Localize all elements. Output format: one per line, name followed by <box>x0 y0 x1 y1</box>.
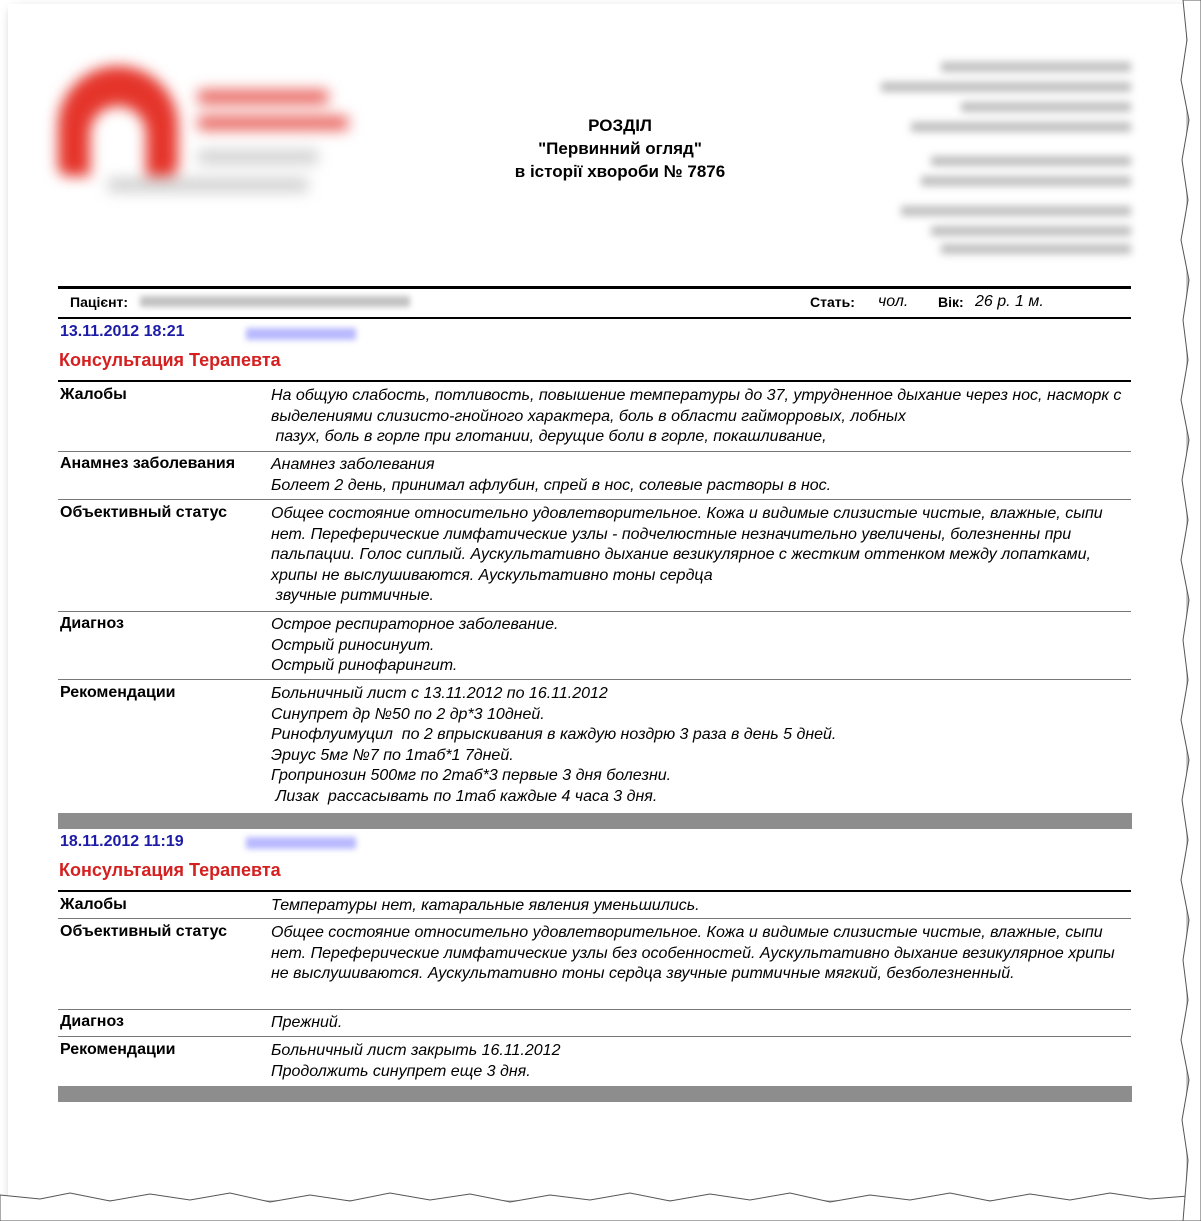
row-label: Объективный статус <box>60 504 228 521</box>
doctor-name-redacted <box>246 837 356 849</box>
row-value: Общее состояние относительно удовлетворительное. Кожа и видимые слизистые чистые, влажные, сыпи нет. Переферические лимфатические узлы без особенностей. Аускультативно дыхание везикулярное хрипы не выслушиваются. Аускультативно тоны сердца звучные ритмичные мягкий, безболезненный. <box>271 924 1120 982</box>
row-separator <box>58 499 1131 500</box>
title-case-number: в історії хвороби № 7876 <box>514 162 726 181</box>
row-separator <box>58 679 1131 680</box>
title-subsection: "Первинний огляд" <box>538 139 702 158</box>
row-label: Объективный статус <box>60 923 228 940</box>
row-label: Анамнез заболевания <box>60 455 236 472</box>
row-label: Жалобы <box>60 386 127 403</box>
row-label: Жалобы <box>60 896 127 913</box>
torn-edge-right <box>1171 0 1201 1221</box>
header-rule-bottom <box>58 317 1131 319</box>
patient-info <box>58 292 1131 316</box>
row-value: Анамнез заболевания Болеет 2 день, принимал афлубин, спрей в нос, солевые растворы в нос. <box>271 456 832 494</box>
visit-end-bar <box>58 1086 1132 1102</box>
row-value: На общую слабость, потливость, повышение температуры до 37, утрудненное дыхание через нос, насморк с выделениями слизисто-гнойного характера, боль в области гайморровых, лобных пазух, боль в горле при глотании, дерущие боли в горле, покашливание, <box>271 387 1122 445</box>
row-separator <box>58 918 1131 919</box>
visit-heading: Консультация Терапевта <box>59 350 281 370</box>
header-rule-top <box>58 286 1131 289</box>
visit-rule <box>58 380 1131 382</box>
row-value: Больничный лист закрыть 16.11.2012 Продолжить синупрет еще 3 дня. <box>271 1042 561 1080</box>
row-value: Прежний. <box>271 1014 343 1031</box>
age-value: 26 р. 1 м. <box>975 293 1044 310</box>
patient-label: Пацієнт: <box>70 294 129 310</box>
torn-edge-bottom <box>0 1181 1201 1221</box>
visit-datetime: 13.11.2012 18:21 <box>60 323 185 340</box>
row-value: Больничный лист с 13.11.2012 по 16.11.2012 Синупрет др №50 по 2 др*3 10дней. Ринофлуимуцил по 2 впрыскивания в каждую ноздрю 3 раза в день 5 дней. Эриус 5мг №7 по 1таб*1 7дней. Гропринозин 500мг по 2таб*3 первые 3 дня болезни. Лизак рассасывать по 1таб каждые 4 часа 3 дня. <box>271 685 837 805</box>
row-separator <box>58 1036 1131 1037</box>
visit-end-bar <box>58 813 1132 829</box>
clinic-address-block <box>871 56 1131 256</box>
row-value: Общее состояние относительно удовлетворительное. Кожа и видимые слизистые чистые, влажные, сыпи нет. Переферические лимфатические узлы - подчелюстные незначительно увеличены, болезненны при пальпации. Голос сиплый. Аускультативно дыхание везикулярное с жестким оттенком между лопатками, хрипы не выслушиваются. Аускультативно тоны сердца звучные ритмичные. <box>271 505 1103 604</box>
row-separator <box>58 1009 1131 1010</box>
row-separator <box>58 611 1131 612</box>
row-label: Диагноз <box>60 615 124 632</box>
visit-rule <box>58 890 1131 892</box>
row-label: Рекомендации <box>60 684 176 701</box>
row-value: Температуры нет, катаральные явления уменьшились. <box>271 897 700 914</box>
visit-heading: Консультация Терапевта <box>59 860 281 880</box>
visit-datetime: 18.11.2012 11:19 <box>60 833 184 850</box>
sex-value: чол. <box>878 293 909 310</box>
patient-name-redacted <box>140 296 410 307</box>
doctor-name-redacted <box>246 328 356 340</box>
title-section: РОЗДІЛ <box>588 116 652 135</box>
row-label: Рекомендации <box>60 1041 176 1058</box>
sex-label: Стать: <box>810 294 855 310</box>
age-label: Вік: <box>938 294 964 310</box>
row-separator <box>58 451 1131 452</box>
clinic-logo <box>48 60 348 220</box>
row-value: Острое респираторное заболевание. Острый риносинуит. Острый ринофарингит. <box>271 616 559 674</box>
row-label: Диагноз <box>60 1013 124 1030</box>
document-title <box>420 114 820 183</box>
